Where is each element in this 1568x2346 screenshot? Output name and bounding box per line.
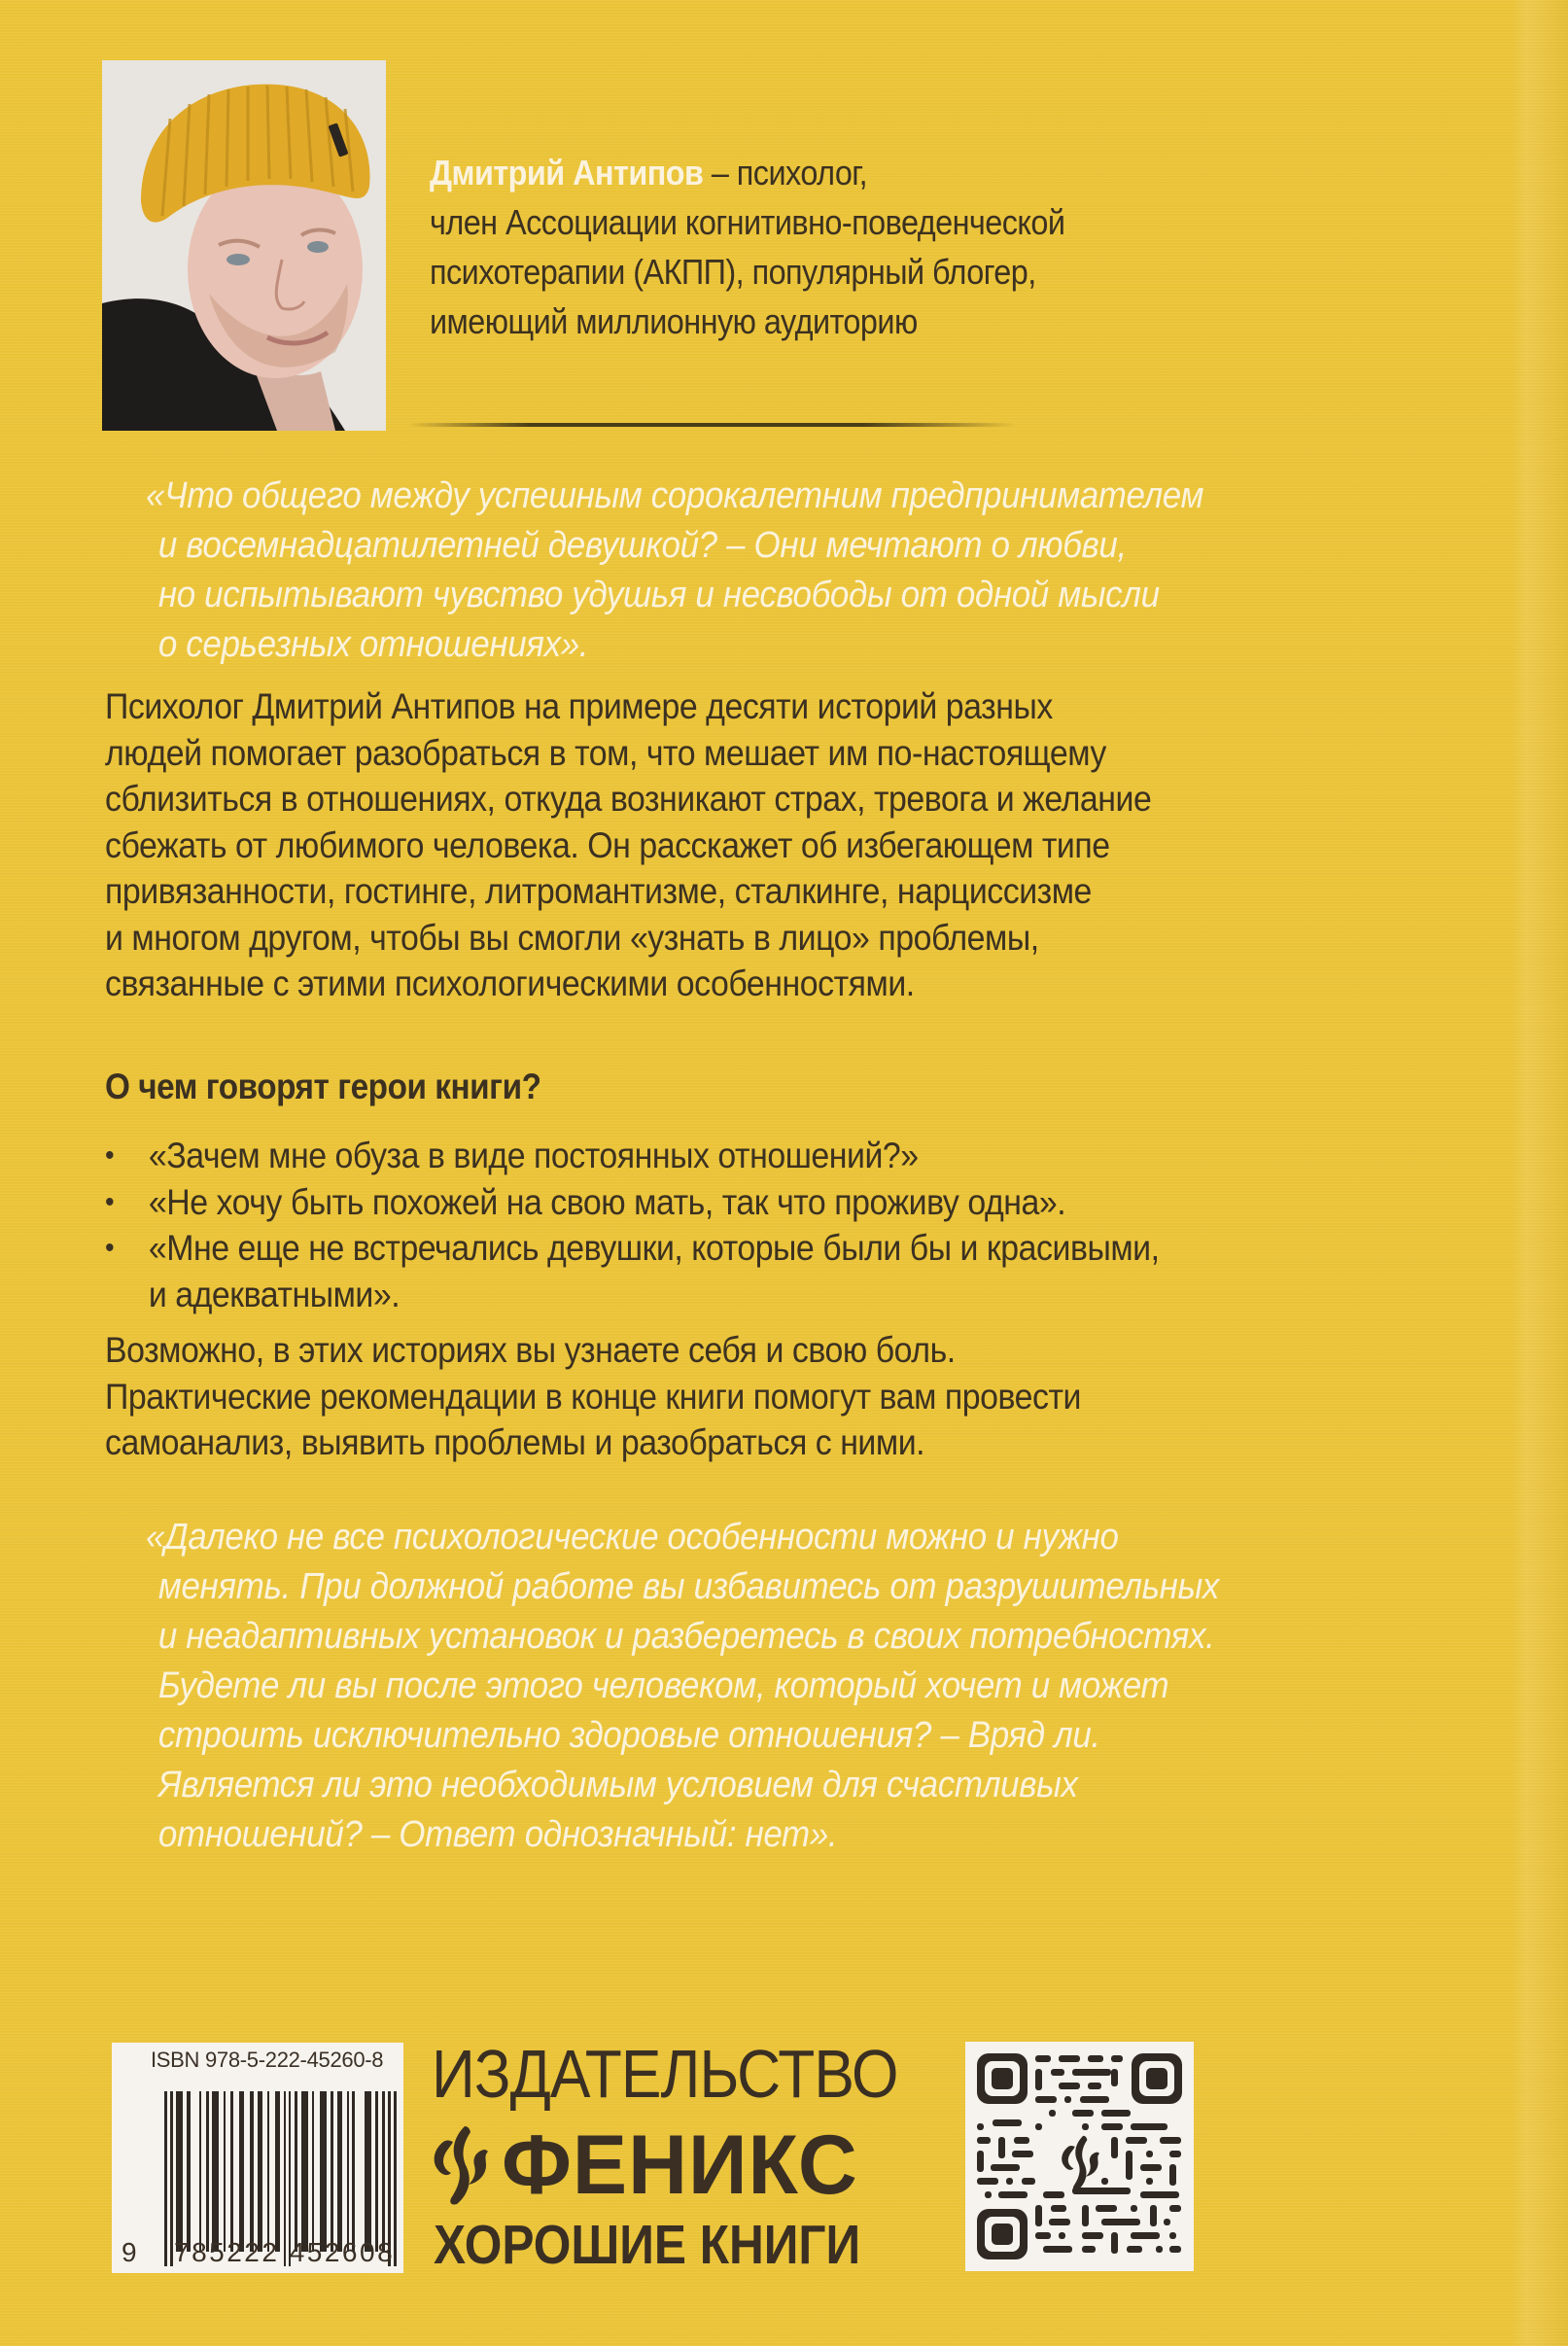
isbn-barcode [112, 2043, 403, 2273]
quote-top [146, 472, 1203, 670]
text-line: сбежать от любимого человека. Он расскажет об избегающем типе [105, 824, 1110, 865]
text-line: людей помогает разобраться в том, что мешает им по-настоящему [105, 732, 1106, 773]
quote-line: о серьезных отношениях». [157, 624, 589, 665]
bio-line: имеющий миллионную аудиторию [430, 301, 918, 341]
quote-line: но испытывают чувство удушья и несвободы от одной мысли [157, 575, 1160, 615]
text-line: сблизиться в отношениях, откуда возникают страх, тревога и желание [105, 779, 1152, 819]
quote-line: и восемнадцатилетней девушкой? – Они мечтают о любви, [157, 525, 1127, 566]
list-item-text: «Не хочу быть похожей на свою мать, так что проживу одна». [148, 1181, 1066, 1222]
quote-line: строить исключительно здоровые отношения? – Вряд ли. [157, 1715, 1100, 1756]
publisher-label: ИЗДАТЕЛЬСТВО [432, 2036, 898, 2112]
author-bio [430, 148, 1095, 346]
bullet-icon: • [105, 1232, 115, 1264]
text-line: Психолог Дмитрий Антипов на примере десяти историй разных [105, 686, 1053, 726]
barcode-digits: 785222 452608 [174, 2237, 396, 2267]
list-item-text: «Зачем мне обуза в виде постоянных отношений?» [148, 1136, 919, 1175]
author-name: Дмитрий Антипов [430, 153, 704, 193]
bio-line: – психолог, [703, 153, 868, 193]
list-item [105, 1225, 1160, 1272]
bullet-icon: • [105, 1185, 115, 1218]
qr-code-icon [965, 2042, 1194, 2271]
text-line: связанные с этими психологическими особенностями. [105, 963, 915, 1003]
list-item-text: «Мне еще не встречались девушки, которые были бы и красивыми, [148, 1228, 1160, 1268]
text-line: Практические рекомендации в конце книги помогут вам провести [105, 1376, 1081, 1417]
publisher-brand: ФЕНИКС [502, 2118, 858, 2212]
barcode-lead-digit: 9 [122, 2237, 137, 2267]
text-line: привязанности, гостинге, литромантизме, сталкинге, нарциссизме [105, 871, 1092, 911]
list-item [105, 1133, 1160, 1179]
conclusion-paragraph [105, 1327, 1081, 1466]
bullet-icon: • [105, 1139, 115, 1172]
quote-line: «Далеко не все психологические особенности можно и нужно [146, 1517, 1119, 1558]
bio-line: член Ассоциации когнитивно-поведенческой [430, 202, 1065, 242]
phoenix-flame-icon [430, 2122, 490, 2210]
divider-line [408, 423, 1016, 427]
quote-line: и неадаптивных установок и разберетесь в своих потребностях. [157, 1616, 1215, 1657]
quote-line: Является ли это необходимым условием для счастливых [157, 1765, 1078, 1805]
quote-line: «Что общего между успешным сорокалетним предпринимателем [146, 475, 1204, 516]
author-photo [102, 60, 386, 431]
list-item [105, 1179, 1160, 1226]
text-line: Возможно, в этих историях вы узнаете себя и свою боль. [105, 1330, 956, 1370]
quote-line: менять. При должной работе вы избавитесь от разрушительных [157, 1566, 1219, 1607]
bio-line: психотерапии (АКПП), популярный блогер, [430, 252, 1036, 292]
list-item-continuation: и адекватными». [148, 1274, 401, 1314]
quote-bottom [146, 1513, 1219, 1860]
bullet-list [105, 1133, 1160, 1317]
description-paragraph [105, 683, 1151, 1007]
isbn-text: ISBN 978-5-222-45260-8 [151, 2048, 384, 2072]
quote-line: Будете ли вы после этого человеком, который хочет и может [157, 1665, 1169, 1706]
text-line: самоанализ, выявить проблемы и разобраться с ними. [105, 1422, 925, 1462]
qr-code [965, 2042, 1194, 2271]
section-heading: О чем говорят герои книги? [105, 1067, 541, 1106]
quote-line: отношений? – Ответ однозначный: нет». [157, 1814, 838, 1855]
publisher-logo [430, 2119, 865, 2212]
publisher-tagline: ХОРОШИЕ КНИГИ [434, 2214, 861, 2276]
portrait-illustration [102, 60, 386, 431]
text-line: и многом другом, чтобы вы смогли «узнать в лицо» проблемы, [105, 917, 1039, 958]
